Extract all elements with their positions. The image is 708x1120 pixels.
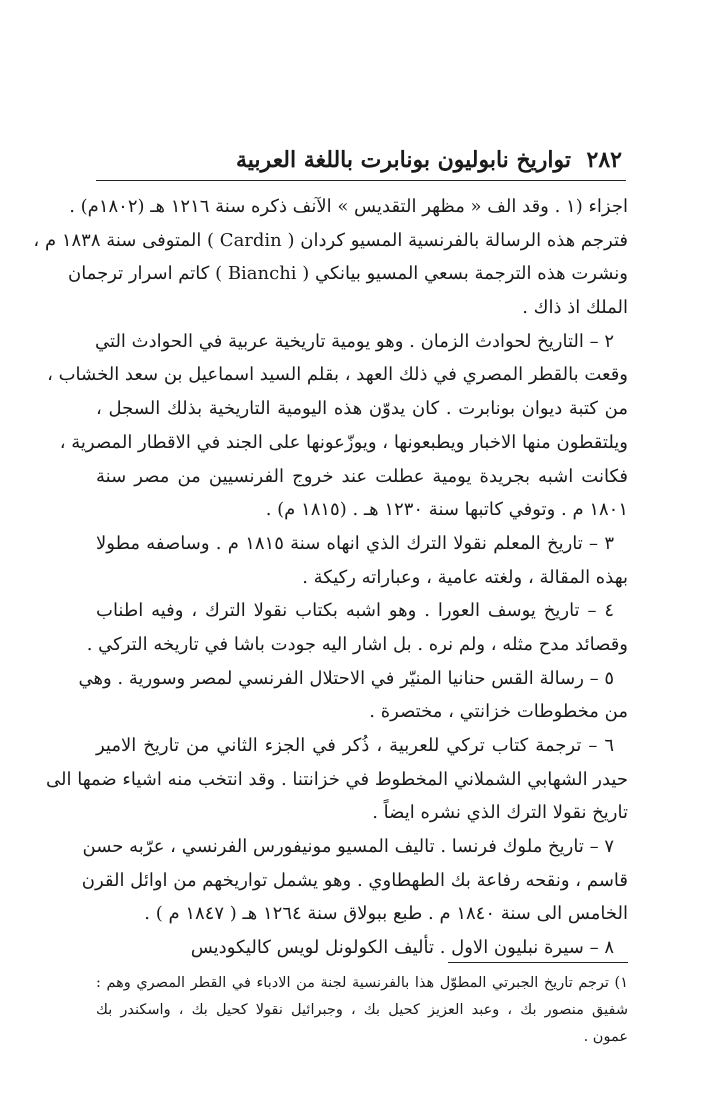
footnote-rule [448, 962, 628, 963]
text-line: فكانت اشبه بجريدة يومية عطلت عند خروج الفرنسيين من مصر سنة [96, 465, 628, 487]
text-line: ٥ – رسالة القس حنانيا المنيّر في الاحتلال الفرنسي لمصر وسورية . وهي [78, 667, 614, 689]
text-line: ٧ – تاريخ ملوك فرنسا . تاليف المسيو مونيفورس الفرنسي ، عرّبه حسن [82, 836, 614, 858]
header-rule [96, 180, 626, 181]
footnotes [96, 970, 628, 1051]
text-line: ٢ – التاريخ لحوادث الزمان . وهو يومية تاريخية عربية في الحوادث التي [95, 330, 614, 352]
text-line: من مخطوطات خزانتي ، مختصرة . [369, 701, 628, 723]
main-text [33, 190, 628, 965]
text-line: تاريخ نقولا الترك الذي نشره ايضاً . [372, 802, 628, 824]
text-line: بهذه المقالة ، ولغته عامية ، وعباراته ركيكة . [302, 566, 628, 588]
footnote-line: شفيق منصور بك ، وعبد العزيز كحيل بك ، وجبرائيل نقولا كحيل بك ، واسكندر بك [96, 1002, 628, 1018]
text-line: ونشرت هذه الترجمة بسعي المسيو بيانكي ( Bianchi ) كاتم اسرار ترجمان [67, 263, 628, 285]
text-line: الخامس الى سنة ١٨٤٠ م . طبع ببولاق سنة ١٢٦٤ هـ ( ١٨٤٧ م ) . [144, 903, 628, 925]
footnote-line: عمون . [583, 1029, 628, 1045]
text-line: ٦ – ترجمة كتاب تركي للعربية ، ذُكر في الجزء الثاني من تاريخ الامير [96, 735, 614, 756]
page-header [236, 142, 622, 178]
text-line: ١٨٠١ م . وتوفي كاتبها سنة ١٢٣٠ هـ . (١٨١٥ م) . [265, 499, 628, 521]
text-line: من كتبة ديوان بونابرت . كان يدوّن هذه اليومية التاريخية بذلك السجل ، [96, 398, 628, 420]
page-number: ٢٨٢ [586, 147, 622, 173]
running-title: تواريخ نابوليون بونابرت باللغة العربية [236, 147, 571, 173]
text-line: ٨ – سيرة نبليون الاول . تأليف الكولونل لويس كاليكوديس [190, 937, 614, 959]
text-line: حيدر الشهابي الشملاني المخطوط في خزانتنا . وقد انتخب منه اشياء ضمها الى [46, 768, 628, 790]
text-line: وقصائد مدح مثله ، ولم نره . بل اشار اليه جودت باشا في تاريخه التركي . [86, 633, 628, 655]
text-line: وقعت بالقطر المصري في ذلك العهد ، بقلم السيد اسماعيل بن سعد الخشاب ، [47, 364, 628, 386]
text-line: ويلتقطون منها الاخبار ويطبعونها ، ويوزّعونها على الجند في الاقطار المصرية ، [59, 431, 628, 453]
text-line: ٣ – تاريخ المعلم نقولا الترك الذي انهاه سنة ١٨١٥ م . وساصفه مطولا [96, 532, 614, 554]
text-line: الملك اذ ذاك . [522, 297, 628, 319]
text-line: ٤ – تاريخ يوسف العورا . وهو اشبه بكتاب نقولا الترك ، وفيه اطناب [96, 600, 614, 622]
text-line: فترجم هذه الرسالة بالفرنسية المسيو كردان ( Cardin ) المتوفى سنة ١٨٣٨ م ، [33, 229, 628, 251]
text-line: اجزاء (١ . وقد الف « مظهر التقديس » الآنف ذكره سنة ١٢١٦ هـ (١٨٠٢م) . [69, 196, 628, 217]
text-line: قاسم ، ونقحه رفاعة بك الطهطاوي . وهو يشمل تواريخهم من اوائل القرن [81, 869, 628, 891]
footnote-line: ١) ترجم تاريخ الجبرتي المطوّل هذا بالفرنسية لجنة من الادباء في القطر المصري وهم : [96, 975, 628, 991]
